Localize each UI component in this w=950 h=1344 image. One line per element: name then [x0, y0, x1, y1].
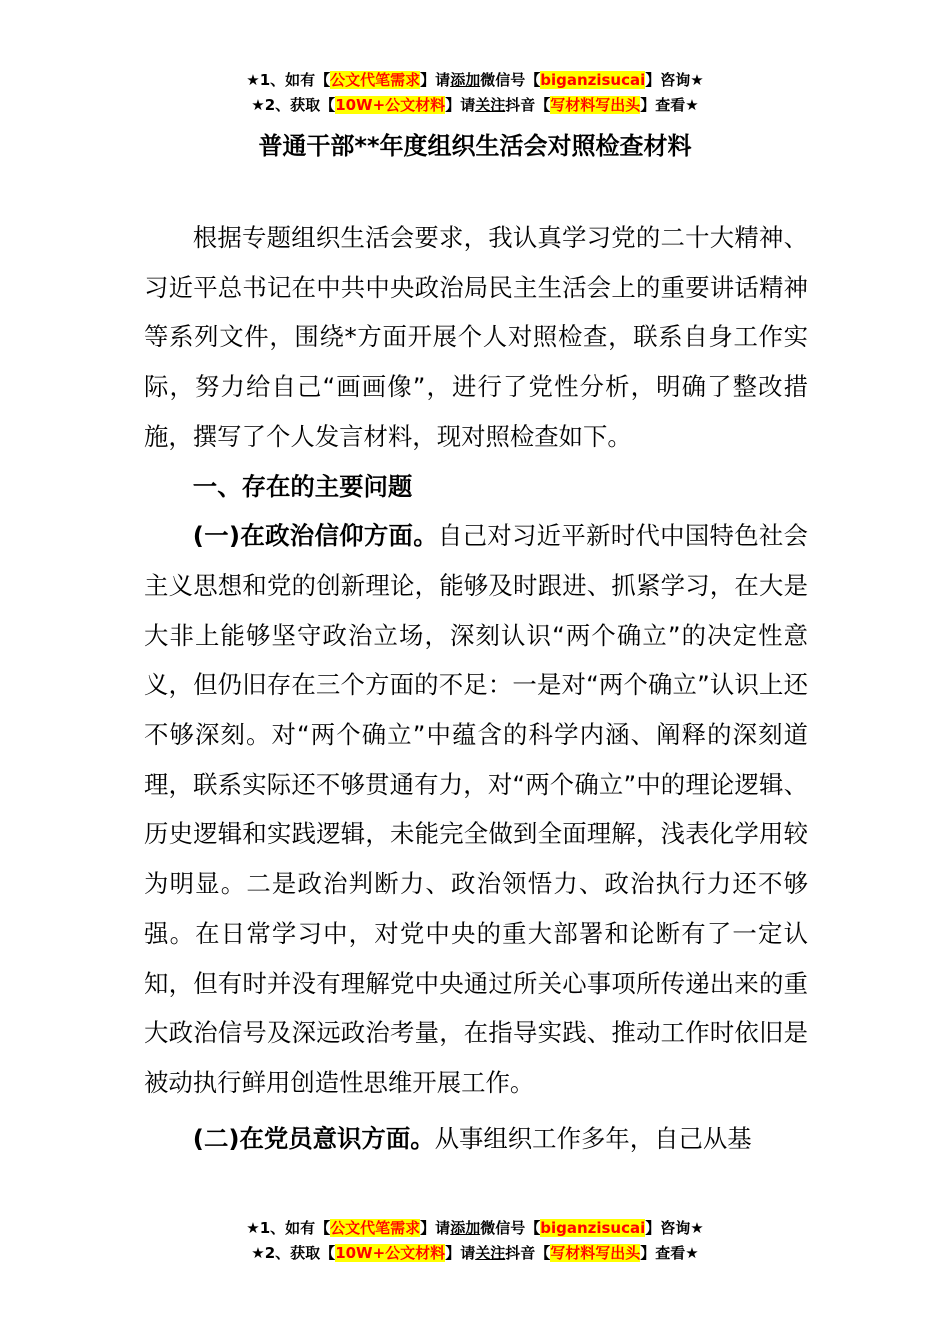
document-body: [144, 213, 808, 1163]
footer-highlight-wechat-id: biganzisucai: [540, 1219, 646, 1237]
highlight-wechat-id: biganzisucai: [540, 71, 646, 89]
document-title: 普通干部**年度组织生活会对照检查材料: [258, 132, 692, 160]
item-1-heading: (一)在政治信仰方面。: [192, 521, 438, 551]
banner-line-1: ★1、如有【公文代笔需求】请添加微信号【biganzisucai】咨询★: [246, 71, 704, 89]
footer-line-1: ★1、如有【公文代笔需求】请添加微信号【biganzisucai】咨询★: [246, 1219, 704, 1237]
footer-banner: [0, 1216, 950, 1266]
footer-highlight-douyin: 写材料写出头: [550, 1244, 641, 1262]
footer-line-2: ★2、获取【10W+公文材料】请关注抖音【写材料写出头】查看★: [251, 1244, 699, 1262]
footer-highlight-materials: 10W+公文材料: [335, 1244, 446, 1262]
header-banner: [0, 68, 950, 118]
item-2-heading: (二)在党员意识方面。: [192, 1123, 435, 1153]
item-2-paragraph: [144, 1114, 808, 1164]
footer-highlight-service: 公文代笔需求: [330, 1219, 421, 1237]
highlight-service: 公文代笔需求: [330, 71, 421, 89]
item-2-body: 从事组织工作多年，自己从基: [434, 1123, 752, 1153]
highlight-materials: 10W+公文材料: [335, 96, 446, 114]
item-1-paragraph: [144, 511, 808, 1107]
item-1-body: 自己对习近平新时代中国特色社会主义思想和党的创新理论，能够及时跟进、抓紧学习，在大是大非上能够坚守政治立场，深刻认识“两个确立”的决定性意义，但仍旧存在三个方面的不足：一是对“两个确立”认识上还不够深刻。对“两个确立”中蕴含的科学内涵、阐释的深刻道理，联系实际还不够贯通有力，对“两个确立”中的理论逻辑、历史逻辑和实践逻辑，未能完全做到全面理解，浅表化学用较为明显。二是政治判断力、政治领悟力、政治执行力还不够强。在日常学习中，对党中央的重大部署和论断有了一定认知，但有时并没有理解党中央通过所关心事项所传递出来的重大政治信号及深远政治考量，在指导实践、推动工作时依旧是被动执行鲜用创造性思维开展工作。: [144, 521, 808, 1097]
banner-line-2: ★2、获取【10W+公文材料】请关注抖音【写材料写出头】查看★: [251, 96, 699, 114]
intro-paragraph: 根据专题组织生活会要求，我认真学习党的二十大精神、习近平总书记在中共中央政治局民主生活会上的重要讲话精神等系列文件，围绕*方面开展个人对照检查，联系自身工作实际，努力给自己“画画像”，进行了党性分析，明确了整改措施，撰写了个人发言材料，现对照检查如下。: [144, 223, 808, 451]
highlight-douyin: 写材料写出头: [550, 96, 641, 114]
section-heading: 一、存在的主要问题: [192, 471, 413, 501]
